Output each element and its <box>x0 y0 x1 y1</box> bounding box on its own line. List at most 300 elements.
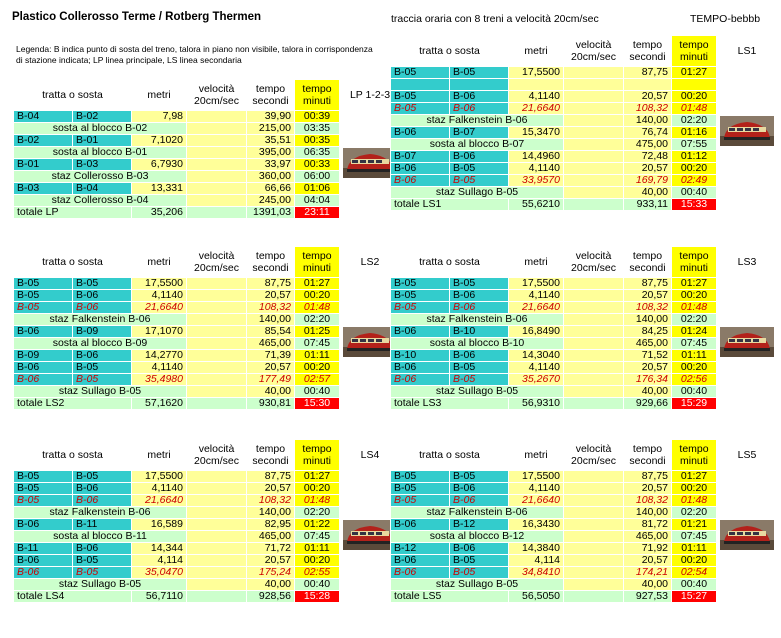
total-minuti: 15:33 <box>672 199 717 211</box>
stop-label: staz Falkenstein B-06 <box>14 314 187 326</box>
col-header-metri: metri <box>509 36 564 67</box>
segment-to: B-05 <box>73 362 132 374</box>
segment-velocita <box>564 567 624 579</box>
stop-secondi: 40,00 <box>624 579 672 591</box>
segment-secondi: 82,95 <box>247 519 295 531</box>
table-row <box>391 314 778 326</box>
segment-metri: 16,8490 <box>509 326 564 338</box>
segment-minuti: 01:48 <box>672 495 717 507</box>
table-row <box>14 195 401 207</box>
segment-from: B-07 <box>391 151 450 163</box>
segment-to: B-09 <box>73 326 132 338</box>
table-row <box>391 302 778 314</box>
stop-secondi: 465,00 <box>247 338 295 350</box>
segment-minuti: 02:49 <box>672 175 717 187</box>
col-header-tratta: tratta o sosta <box>14 80 132 111</box>
total-label: totale LS1 <box>391 199 509 211</box>
table-row <box>14 374 401 386</box>
stop-label: sosta al blocco B-07 <box>391 139 564 151</box>
stop-velocita <box>187 314 247 326</box>
segment-velocita <box>187 567 247 579</box>
segment-metri: 21,6640 <box>509 495 564 507</box>
segment-minuti: 01:27 <box>295 278 340 290</box>
stop-label: staz Falkenstein B-06 <box>391 115 564 127</box>
segment-secondi: 20,57 <box>624 555 672 567</box>
segment-minuti: 01:06 <box>295 183 340 195</box>
segment-from: B-06 <box>391 362 450 374</box>
segment-velocita <box>187 374 247 386</box>
segment-velocita <box>187 159 247 171</box>
segment-metri: 17,5500 <box>509 278 564 290</box>
blank-cell <box>564 79 624 91</box>
segment-from: B-05 <box>391 91 450 103</box>
segment-minuti: 02:54 <box>672 567 717 579</box>
total-secondi: 928,56 <box>247 591 295 603</box>
table-row <box>14 495 401 507</box>
segment-to: B-03 <box>73 159 132 171</box>
stop-minuti: 00:40 <box>672 579 717 591</box>
segment-minuti: 00:33 <box>295 159 340 171</box>
table-row <box>14 111 401 123</box>
table-row <box>14 302 401 314</box>
segment-from: B-05 <box>391 471 450 483</box>
segment-from: B-05 <box>391 67 450 79</box>
table-row <box>391 91 778 103</box>
table-row <box>14 278 401 290</box>
empty-cell <box>717 67 778 79</box>
segment-velocita <box>564 67 624 79</box>
total-row <box>391 398 778 410</box>
table-row <box>391 103 778 115</box>
segment-velocita <box>564 326 624 338</box>
col-header-minuti: tempo minuti <box>672 440 717 471</box>
stop-label: staz Sullago B-05 <box>14 579 187 591</box>
col-header-secondi: tempo secondi <box>624 440 672 471</box>
train-photo <box>717 519 778 555</box>
timetable-ls3 <box>390 246 778 410</box>
segment-to: B-01 <box>73 135 132 147</box>
total-minuti: 15:30 <box>295 398 340 410</box>
timetable-ls5 <box>390 439 778 603</box>
total-metri: 35,206 <box>132 207 187 219</box>
segment-metri: 13,331 <box>132 183 187 195</box>
stop-velocita <box>564 531 624 543</box>
stop-minuti: 06:00 <box>295 171 340 183</box>
col-header-tratta: tratta o sosta <box>391 36 509 67</box>
table-row <box>14 362 401 374</box>
segment-minuti: 00:20 <box>295 290 340 302</box>
total-secondi: 929,66 <box>624 398 672 410</box>
empty-cell <box>717 163 778 175</box>
stop-label: staz Falkenstein B-06 <box>391 314 564 326</box>
stop-secondi: 140,00 <box>624 507 672 519</box>
segment-to: B-05 <box>73 278 132 290</box>
segment-velocita <box>187 183 247 195</box>
segment-secondi: 20,57 <box>624 290 672 302</box>
stop-secondi: 40,00 <box>247 579 295 591</box>
segment-secondi: 87,75 <box>247 471 295 483</box>
empty-cell <box>717 567 778 579</box>
total-minuti: 15:27 <box>672 591 717 603</box>
segment-from: B-05 <box>391 290 450 302</box>
segment-velocita <box>187 519 247 531</box>
stop-label: staz Sullago B-05 <box>391 386 564 398</box>
segment-metri: 7,1020 <box>132 135 187 147</box>
segment-minuti: 00:20 <box>672 163 717 175</box>
segment-metri: 4,1140 <box>132 362 187 374</box>
segment-velocita <box>564 151 624 163</box>
col-header-tratta: tratta o sosta <box>391 247 509 278</box>
table-row <box>391 362 778 374</box>
col-header-velocita: velocità 20cm/sec <box>187 247 247 278</box>
segment-to: B-06 <box>73 350 132 362</box>
stop-label: staz Falkenstein B-06 <box>14 507 187 519</box>
table-row <box>391 374 778 386</box>
col-header-tratta: tratta o sosta <box>14 440 132 471</box>
segment-secondi: 87,75 <box>624 471 672 483</box>
segment-metri: 17,5500 <box>132 278 187 290</box>
stop-velocita <box>187 195 247 207</box>
table-row <box>391 483 778 495</box>
table-row <box>14 135 401 147</box>
segment-to: B-11 <box>73 519 132 531</box>
segment-from: B-06 <box>391 127 450 139</box>
table-row <box>391 187 778 199</box>
total-label: totale LS5 <box>391 591 509 603</box>
total-secondi: 933,11 <box>624 199 672 211</box>
segment-from: B-11 <box>14 543 73 555</box>
segment-minuti: 01:27 <box>672 67 717 79</box>
col-header-secondi: tempo secondi <box>247 80 295 111</box>
segment-metri: 4,1140 <box>132 483 187 495</box>
segment-secondi: 20,57 <box>247 483 295 495</box>
segment-secondi: 71,92 <box>624 543 672 555</box>
segment-from: B-05 <box>391 495 450 507</box>
segment-from: B-04 <box>14 111 73 123</box>
segment-secondi: 108,32 <box>624 495 672 507</box>
timetable-ls4 <box>13 439 401 603</box>
stop-velocita <box>187 507 247 519</box>
segment-metri: 21,6640 <box>132 302 187 314</box>
timetable-ls1 <box>390 35 778 211</box>
segment-metri: 14,344 <box>132 543 187 555</box>
stop-velocita <box>187 579 247 591</box>
segment-from: B-06 <box>391 519 450 531</box>
segment-to: B-06 <box>73 290 132 302</box>
segment-minuti: 02:56 <box>672 374 717 386</box>
train-photo-image <box>720 327 774 357</box>
segment-velocita <box>187 555 247 567</box>
stop-minuti: 07:55 <box>672 139 717 151</box>
stop-velocita <box>187 386 247 398</box>
document-code: TEMPO-bebbb <box>690 13 761 25</box>
segment-velocita <box>187 290 247 302</box>
segment-to: B-05 <box>450 567 509 579</box>
segment-metri: 35,0470 <box>132 567 187 579</box>
segment-from: B-10 <box>391 350 450 362</box>
segment-velocita <box>187 326 247 338</box>
stop-minuti: 00:40 <box>672 187 717 199</box>
segment-metri: 16,589 <box>132 519 187 531</box>
segment-to: B-05 <box>73 374 132 386</box>
col-header-metri: metri <box>132 80 187 111</box>
stop-minuti: 00:40 <box>672 386 717 398</box>
stop-minuti: 04:04 <box>295 195 340 207</box>
segment-minuti: 01:24 <box>672 326 717 338</box>
segment-to: B-05 <box>450 67 509 79</box>
segment-from: B-06 <box>14 519 73 531</box>
segment-from: B-05 <box>391 302 450 314</box>
segment-metri: 14,3040 <box>509 350 564 362</box>
col-header-velocita: velocità 20cm/sec <box>187 440 247 471</box>
segment-metri: 14,4960 <box>509 151 564 163</box>
table-row <box>14 483 401 495</box>
stop-velocita <box>564 579 624 591</box>
empty-cell <box>717 591 778 603</box>
segment-from: B-06 <box>14 362 73 374</box>
train-label: LS4 <box>340 440 401 471</box>
stop-velocita <box>564 187 624 199</box>
table-header <box>391 36 778 67</box>
segment-to: B-05 <box>450 278 509 290</box>
stop-velocita <box>187 123 247 135</box>
stop-velocita <box>564 507 624 519</box>
segment-velocita <box>187 362 247 374</box>
segment-secondi: 39,90 <box>247 111 295 123</box>
segment-minuti: 01:11 <box>672 543 717 555</box>
segment-metri: 17,5500 <box>132 471 187 483</box>
segment-velocita <box>564 163 624 175</box>
segment-from: B-05 <box>14 483 73 495</box>
segment-minuti: 00:20 <box>672 483 717 495</box>
train-photo-image <box>720 520 774 550</box>
stop-minuti: 07:45 <box>295 531 340 543</box>
empty-cell <box>717 398 778 410</box>
segment-velocita <box>564 103 624 115</box>
segment-metri: 17,1070 <box>132 326 187 338</box>
total-secondi: 927,53 <box>624 591 672 603</box>
segment-minuti: 01:12 <box>672 151 717 163</box>
empty-cell <box>717 91 778 103</box>
segment-to: B-06 <box>450 543 509 555</box>
col-header-metri: metri <box>509 440 564 471</box>
segment-metri: 21,6640 <box>132 495 187 507</box>
train-photo-image <box>720 116 774 146</box>
segment-to: B-06 <box>450 302 509 314</box>
table-row <box>391 115 778 127</box>
total-minuti: 23:11 <box>295 207 340 219</box>
stop-secondi: 465,00 <box>624 531 672 543</box>
total-metri: 57,1620 <box>132 398 187 410</box>
total-velocita <box>187 207 247 219</box>
segment-velocita <box>564 175 624 187</box>
empty-cell <box>717 555 778 567</box>
col-header-velocita: velocità 20cm/sec <box>564 247 624 278</box>
train-photo-image <box>343 148 397 178</box>
table-row <box>14 519 401 531</box>
segment-metri: 4,1140 <box>509 163 564 175</box>
table-row <box>14 290 401 302</box>
total-secondi: 1391,03 <box>247 207 295 219</box>
segment-to: B-05 <box>450 555 509 567</box>
segment-velocita <box>564 350 624 362</box>
total-minuti: 15:28 <box>295 591 340 603</box>
empty-cell <box>717 495 778 507</box>
segment-minuti: 01:21 <box>672 519 717 531</box>
segment-from: B-05 <box>14 302 73 314</box>
segment-to: B-06 <box>450 151 509 163</box>
empty-cell <box>717 290 778 302</box>
segment-metri: 4,114 <box>509 555 564 567</box>
empty-cell <box>717 302 778 314</box>
train-label: LP 1-2-3 <box>340 80 401 111</box>
segment-from: B-09 <box>14 350 73 362</box>
segment-to: B-06 <box>73 302 132 314</box>
col-header-tratta: tratta o sosta <box>391 440 509 471</box>
segment-metri: 6,7930 <box>132 159 187 171</box>
segment-secondi: 177,49 <box>247 374 295 386</box>
segment-velocita <box>564 543 624 555</box>
table-row <box>14 147 401 159</box>
segment-from: B-06 <box>391 163 450 175</box>
total-metri: 56,5050 <box>509 591 564 603</box>
segment-metri: 17,5500 <box>509 471 564 483</box>
segment-from: B-02 <box>14 135 73 147</box>
segment-secondi: 87,75 <box>624 278 672 290</box>
segment-to: B-05 <box>450 362 509 374</box>
segment-minuti: 01:25 <box>295 326 340 338</box>
timetable-ls2 <box>13 246 401 410</box>
empty-cell <box>717 314 778 326</box>
stop-secondi: 140,00 <box>247 314 295 326</box>
segment-secondi: 20,57 <box>624 483 672 495</box>
segment-to: B-05 <box>450 163 509 175</box>
empty-cell <box>717 151 778 163</box>
segment-velocita <box>187 135 247 147</box>
segment-metri: 4,1140 <box>509 483 564 495</box>
stop-label: staz Sullago B-05 <box>391 187 564 199</box>
segment-from: B-05 <box>391 103 450 115</box>
segment-to: B-06 <box>450 483 509 495</box>
segment-to: B-05 <box>450 471 509 483</box>
table-row <box>391 507 778 519</box>
segment-from: B-06 <box>391 555 450 567</box>
segment-minuti: 00:20 <box>672 555 717 567</box>
segment-velocita <box>564 495 624 507</box>
stop-secondi: 215,00 <box>247 123 295 135</box>
segment-to: B-04 <box>73 183 132 195</box>
segment-metri: 16,3430 <box>509 519 564 531</box>
segment-minuti: 00:20 <box>295 483 340 495</box>
empty-cell <box>717 187 778 199</box>
col-header-secondi: tempo secondi <box>247 247 295 278</box>
stop-secondi: 465,00 <box>624 338 672 350</box>
table-row <box>391 175 778 187</box>
segment-secondi: 33,97 <box>247 159 295 171</box>
segment-velocita <box>187 111 247 123</box>
segment-from: B-12 <box>391 543 450 555</box>
segment-minuti: 01:48 <box>672 302 717 314</box>
stop-secondi: 360,00 <box>247 171 295 183</box>
train-label: LS1 <box>717 36 778 67</box>
segment-secondi: 108,32 <box>247 495 295 507</box>
segment-velocita <box>564 290 624 302</box>
train-label: LS2 <box>340 247 401 278</box>
table-row <box>14 183 401 195</box>
stop-secondi: 395,00 <box>247 147 295 159</box>
segment-to: B-06 <box>450 290 509 302</box>
total-metri: 56,7110 <box>132 591 187 603</box>
segment-minuti: 01:48 <box>672 103 717 115</box>
table-row <box>14 314 401 326</box>
segment-secondi: 72,48 <box>624 151 672 163</box>
segment-secondi: 20,57 <box>624 362 672 374</box>
table-header <box>391 440 778 471</box>
stop-minuti: 00:40 <box>295 386 340 398</box>
empty-cell <box>717 483 778 495</box>
segment-metri: 21,6640 <box>509 103 564 115</box>
stop-label: staz Sullago B-05 <box>391 579 564 591</box>
segment-from: B-05 <box>14 495 73 507</box>
segment-secondi: 20,57 <box>247 555 295 567</box>
segment-from: B-06 <box>14 567 73 579</box>
segment-velocita <box>187 483 247 495</box>
segment-metri: 33,9570 <box>509 175 564 187</box>
segment-from: B-06 <box>391 374 450 386</box>
segment-secondi: 76,74 <box>624 127 672 139</box>
segment-velocita <box>564 374 624 386</box>
total-velocita <box>564 398 624 410</box>
segment-secondi: 108,32 <box>624 302 672 314</box>
total-row <box>14 591 401 603</box>
stop-minuti: 07:45 <box>672 338 717 350</box>
col-header-metri: metri <box>132 440 187 471</box>
segment-minuti: 00:35 <box>295 135 340 147</box>
segment-secondi: 20,57 <box>624 91 672 103</box>
stop-minuti: 00:40 <box>295 579 340 591</box>
segment-from: B-06 <box>391 175 450 187</box>
segment-minuti: 00:39 <box>295 111 340 123</box>
stop-secondi: 40,00 <box>624 187 672 199</box>
col-header-minuti: tempo minuti <box>672 36 717 67</box>
segment-metri: 4,1140 <box>509 362 564 374</box>
col-header-velocita: velocità 20cm/sec <box>564 36 624 67</box>
segment-from: B-06 <box>14 555 73 567</box>
stop-velocita <box>564 139 624 151</box>
total-label: totale LS4 <box>14 591 132 603</box>
segment-secondi: 71,39 <box>247 350 295 362</box>
segment-metri: 4,1140 <box>509 290 564 302</box>
segment-velocita <box>564 555 624 567</box>
stop-velocita <box>187 338 247 350</box>
segment-secondi: 176,34 <box>624 374 672 386</box>
segment-metri: 4,1140 <box>509 91 564 103</box>
segment-minuti: 01:22 <box>295 519 340 531</box>
segment-secondi: 87,75 <box>247 278 295 290</box>
total-row <box>391 591 778 603</box>
stop-label: staz Sullago B-05 <box>14 386 187 398</box>
blank-cell <box>391 79 450 91</box>
segment-to: B-06 <box>450 91 509 103</box>
table-row <box>14 507 401 519</box>
col-header-minuti: tempo minuti <box>672 247 717 278</box>
segment-to: B-07 <box>450 127 509 139</box>
segment-from: B-03 <box>14 183 73 195</box>
segment-minuti: 01:27 <box>295 471 340 483</box>
segment-from: B-06 <box>391 567 450 579</box>
stop-label: sosta al blocco B-02 <box>14 123 187 135</box>
total-minuti: 15:29 <box>672 398 717 410</box>
